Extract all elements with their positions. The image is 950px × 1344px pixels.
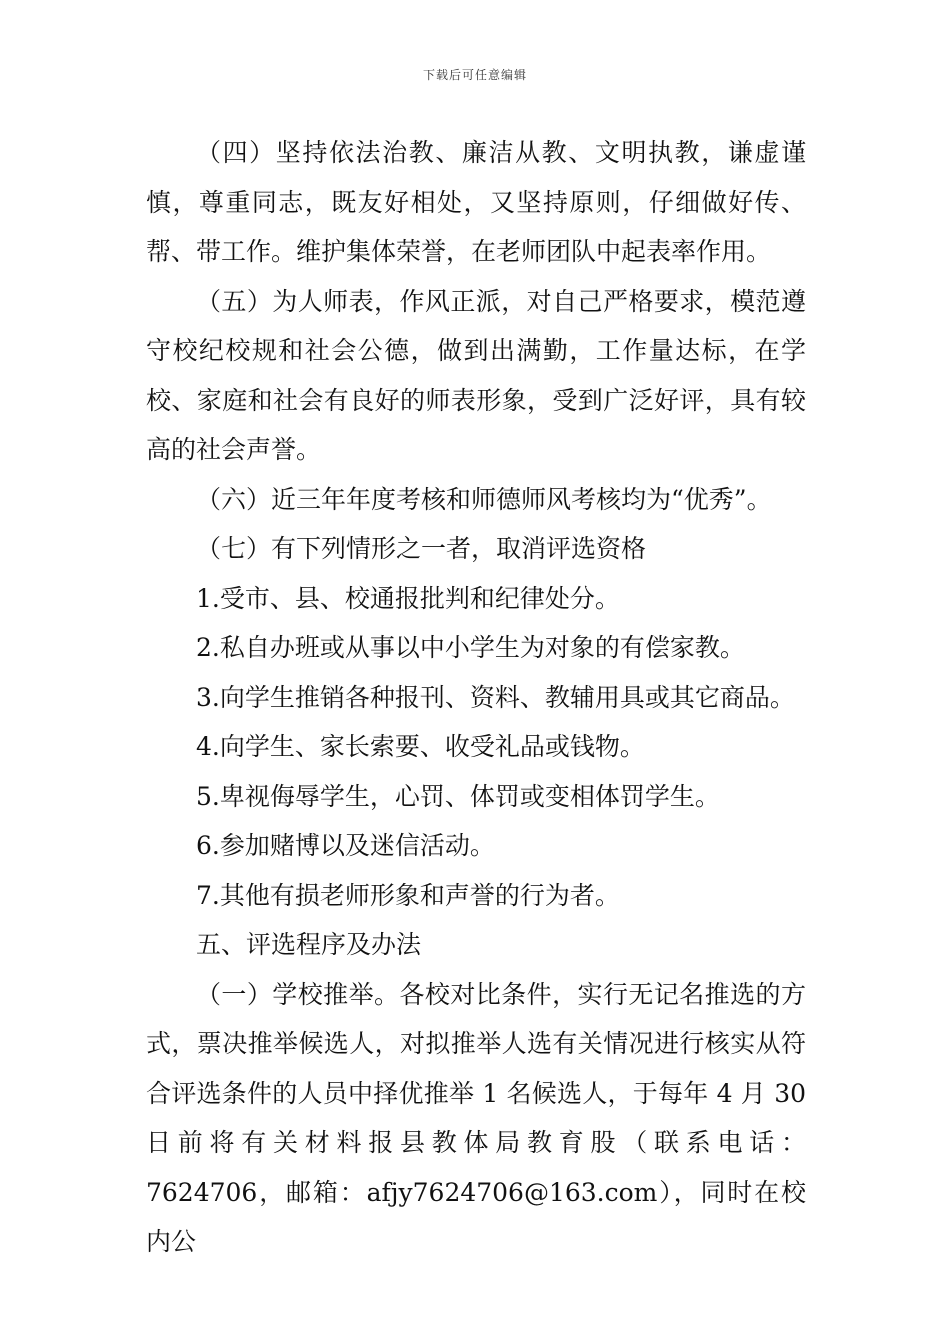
list-item-7: 7.其他有损老师形象和声誉的行为者。 <box>196 880 620 910</box>
list-item-1: 1.受市、县、校通报批判和纪律处分。 <box>196 583 620 613</box>
header-note: 下载后可任意编辑 <box>422 68 527 82</box>
paragraph-five: （五）为人师表，作风正派，对自己严格要求，模范遵守校纪校规和社会公德，做到出满勤，工作量达标，在学校、家庭和社会有良好的师表形象，受到广泛好评，具有较高的社会声誉。 <box>146 286 806 464</box>
list-item-3: 3.向学生推销各种报刊、资料、教辅用具或其它商品。 <box>196 682 795 712</box>
list-item-5: 5.卑视侮辱学生，心罚、体罚或变相体罚学生。 <box>196 781 720 811</box>
list-item-2: 2.私自办班或从事以中小学生为对象的有偿家教。 <box>196 633 745 662</box>
paragraph-four: （四）坚持依法治教、廉洁从教、文明执教，谦虚谨慎，尊重同志，既友好相处，又坚持原则，仔细做好传、帮、带工作。维护集体荣誉，在老师团队中起表率作用。 <box>146 138 806 266</box>
document-body <box>146 128 806 1267</box>
section-heading: 五、评选程序及办法 <box>196 930 422 959</box>
list-item-6: 6.参加赌博以及迷信活动。 <box>196 831 495 860</box>
paragraph-school-nomination: （一）学校推举。各校对比条件，实行无记名推选的方式，票决推举候选人，对拟推举人选有关情况进行核实从符合评选条件的人员中择优推举 1 名候选人，于每年 4 月 30 日前将有关材料报县教体局教育股（联系电话：7624706，邮箱：afjy7624706@163.com），同时在校内公 <box>146 979 806 1256</box>
paragraph-six: （六）近三年年度考核和师德师风考核均为“优秀”。 <box>196 484 772 514</box>
paragraph-seven: （七）有下列情形之一者，取消评选资格 <box>196 534 647 563</box>
list-item-4: 4.向学生、家长索要、收受礼品或钱物。 <box>196 732 645 761</box>
